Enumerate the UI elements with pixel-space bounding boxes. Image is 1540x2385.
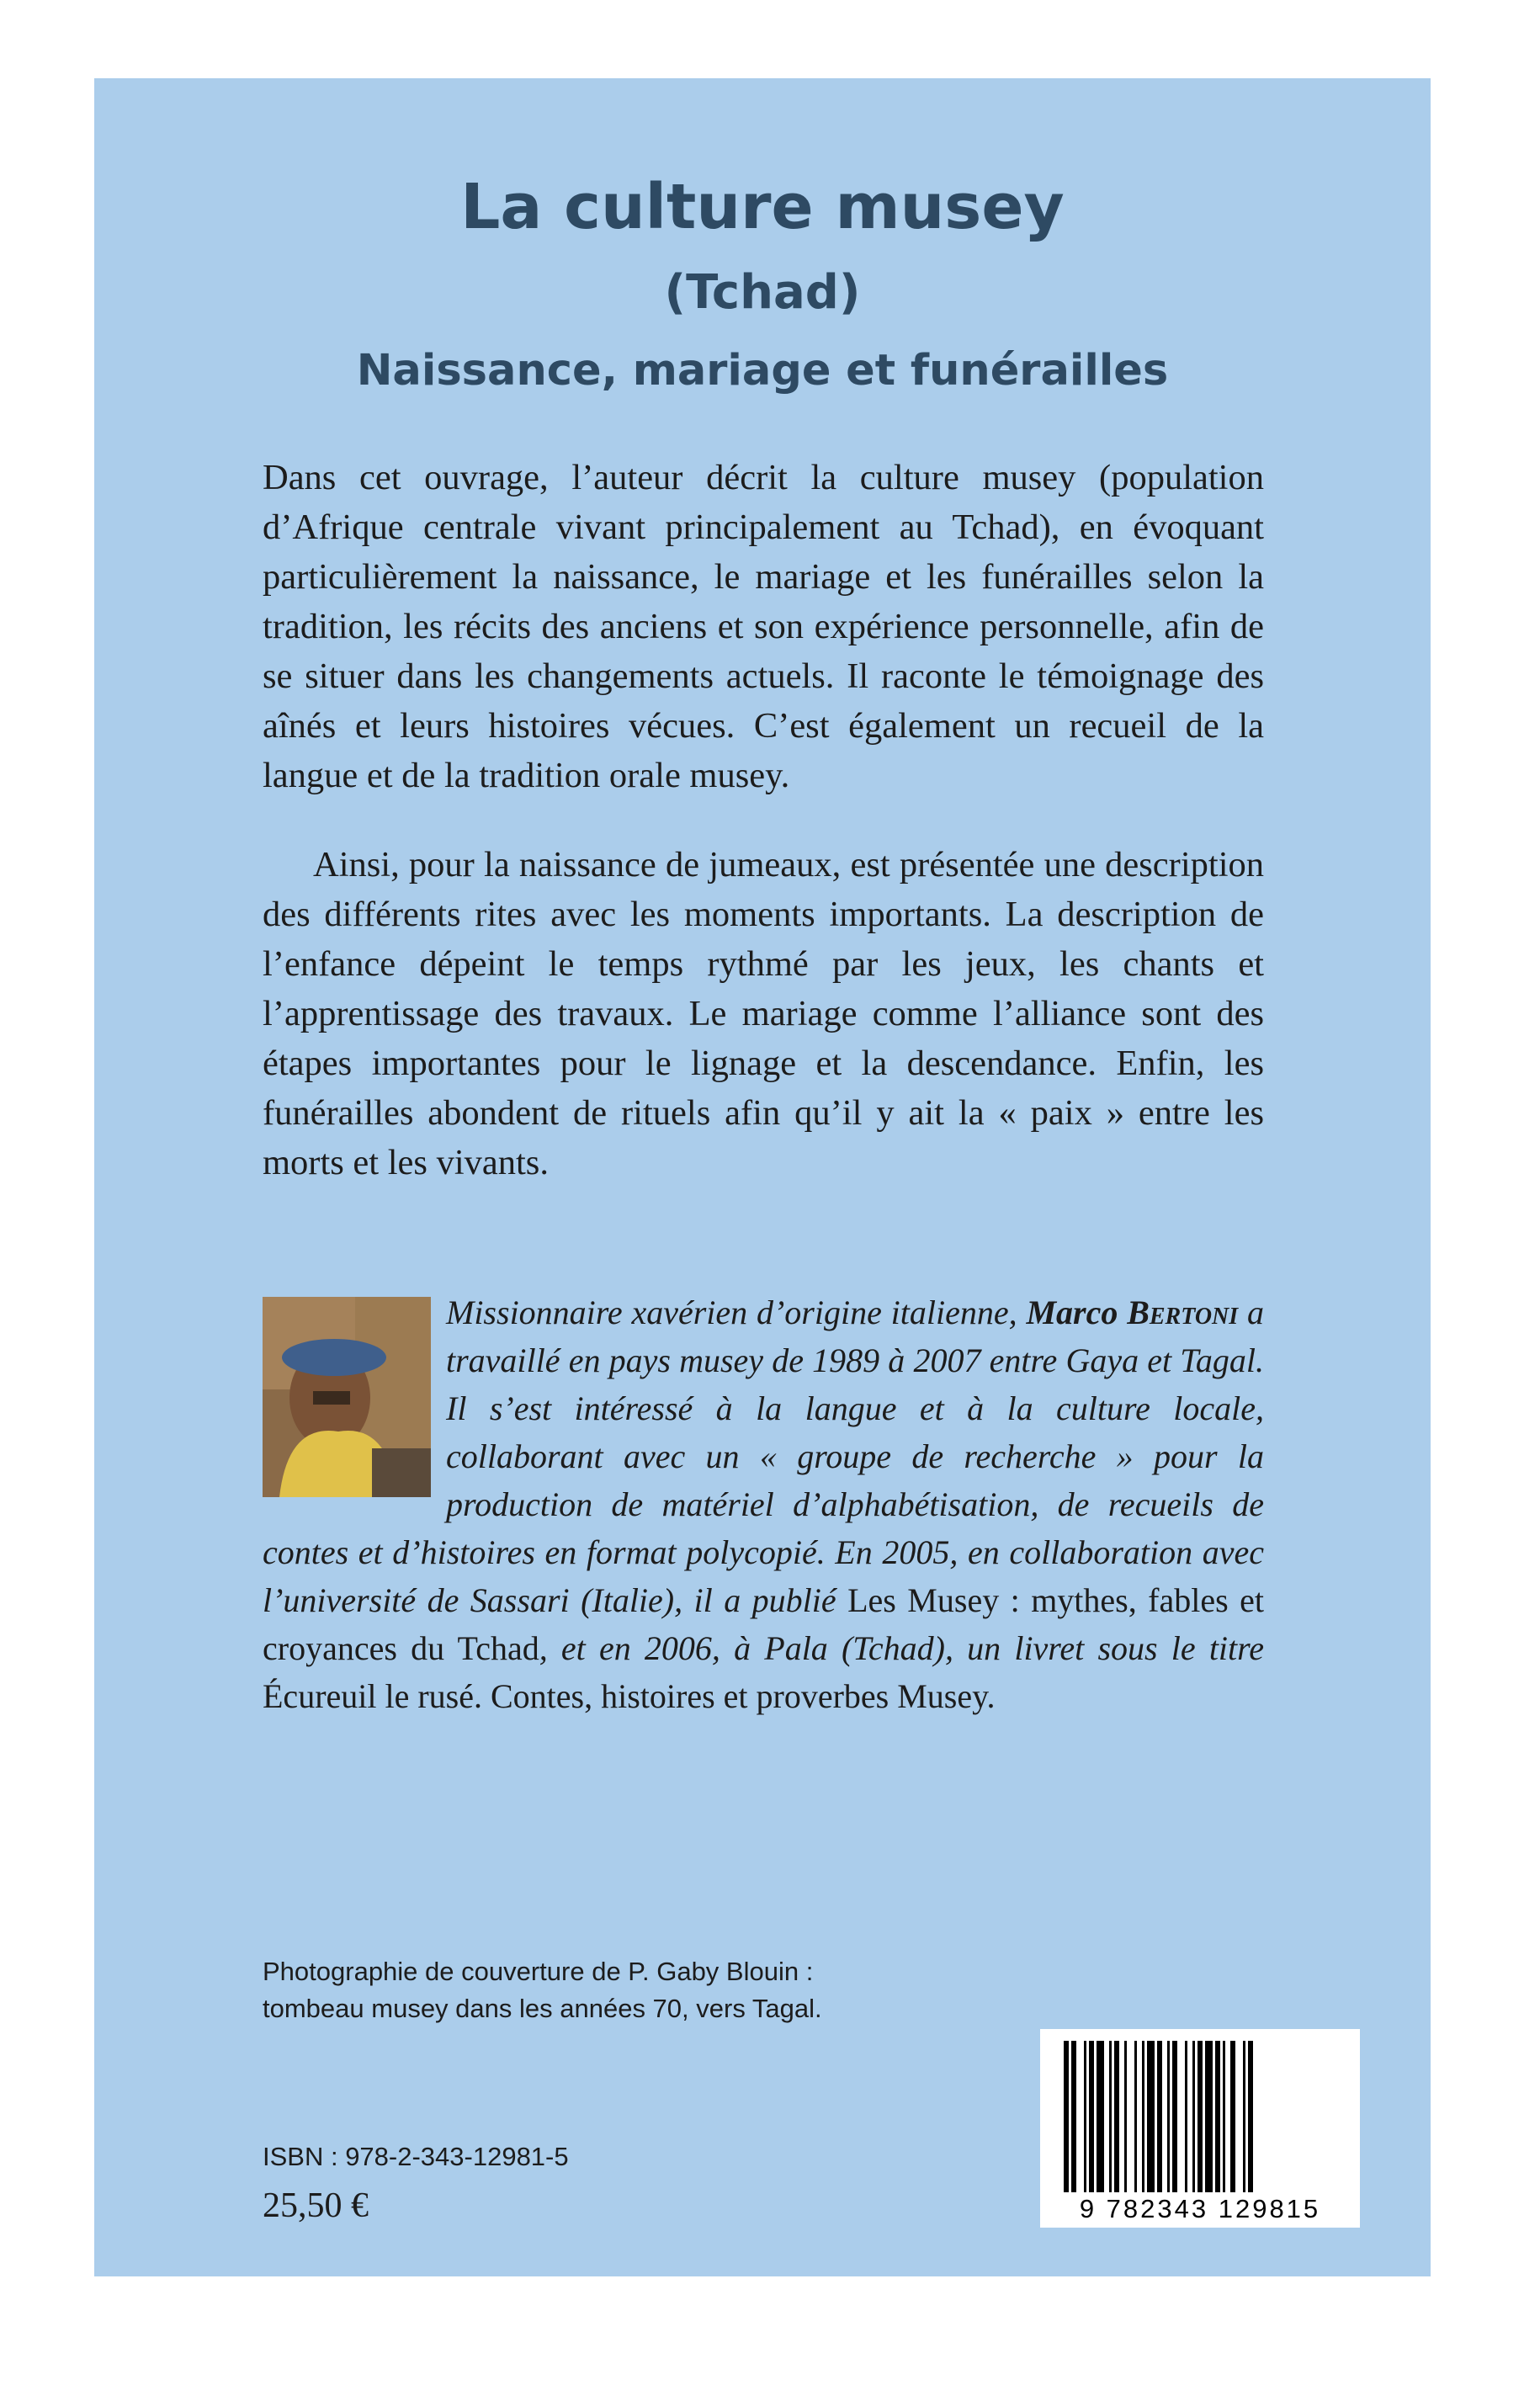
- credit-line-1: Photographie de couverture de P. Gaby Blouin :: [263, 1957, 814, 1986]
- photo-credit: [263, 1953, 822, 2027]
- barcode: [1040, 2029, 1360, 2228]
- summary-text-1: Dans cet ouvrage, l’auteur décrit la culture musey (population d’Afrique centrale vivant principalement au Tchad), en évoquant particulièrement la naissance, le mariage et les funérailles selon la tradition, les récits des anciens et son expérience personnelle, afin de se situer dans les changements actuels. Il raconte le témoignage des aînés et leurs histoires vécues. C’est également un recueil de la langue et de la tradition orale musey.: [263, 458, 1264, 795]
- book-title-2: Écureuil le rusé. Contes, histoires et proverbes Musey.: [263, 1677, 996, 1715]
- author-photo: [263, 1297, 431, 1497]
- book-subtitle: (Tchad): [664, 265, 861, 320]
- book-title: La culture musey: [460, 171, 1065, 243]
- credit-line-2: tombeau musey dans les années 70, vers Tagal.: [263, 1994, 822, 2023]
- price: 25,50 €: [263, 2186, 369, 2225]
- summary-text-2: Ainsi, pour la naissance de jumeaux, est présentée une description des différents rites avec les moments importants. La description de l’enfance dépeint le temps rythmé par les jeux, les chants et l’apprentissage des travaux. Le mariage comme l’alliance sont des étapes importantes pour le lignage et la descendance. Enfin, les funérailles abondent de rituels afin qu’il y ait la « paix » entre les morts et les vivants.: [263, 845, 1264, 1182]
- author-intro: Missionnaire xavérien d’origine italienne,: [446, 1293, 1027, 1331]
- author-bio-text-2: , et en 2006, à Pala (Tchad), un livret sous le titre: [539, 1629, 1264, 1667]
- isbn: ISBN : 978-2-343-12981-5: [263, 2142, 569, 2171]
- author-first-name: Marco: [1026, 1293, 1128, 1331]
- author-last-name: Bertoni: [1127, 1293, 1239, 1331]
- author-bio-text-1: a travaillé en pays musey de 1989 à 2007 entre Gaya et Tagal. Il s’est intéressé à la langue et à la culture locale, collaborant avec un « groupe de recherche » pour la production de matériel d’alphabétisation, de recueils de contes et d’histoires en format polycopié. En 2005, en collaboration avec l’université de Sassari (Italie), il a publié: [263, 1293, 1265, 1619]
- author-portrait-image: [263, 1297, 431, 1497]
- book-tagline: Naissance, mariage et funérailles: [356, 346, 1169, 396]
- barcode-digits: 9 782343 129815: [1079, 2194, 1321, 2223]
- book-title-1: Les Musey : mythes, fables et croyances du Tchad: [263, 1581, 1264, 1667]
- summary-paragraph-2: [263, 840, 1264, 1187]
- summary-paragraph-1: [263, 453, 1264, 800]
- back-cover: [94, 78, 1431, 2276]
